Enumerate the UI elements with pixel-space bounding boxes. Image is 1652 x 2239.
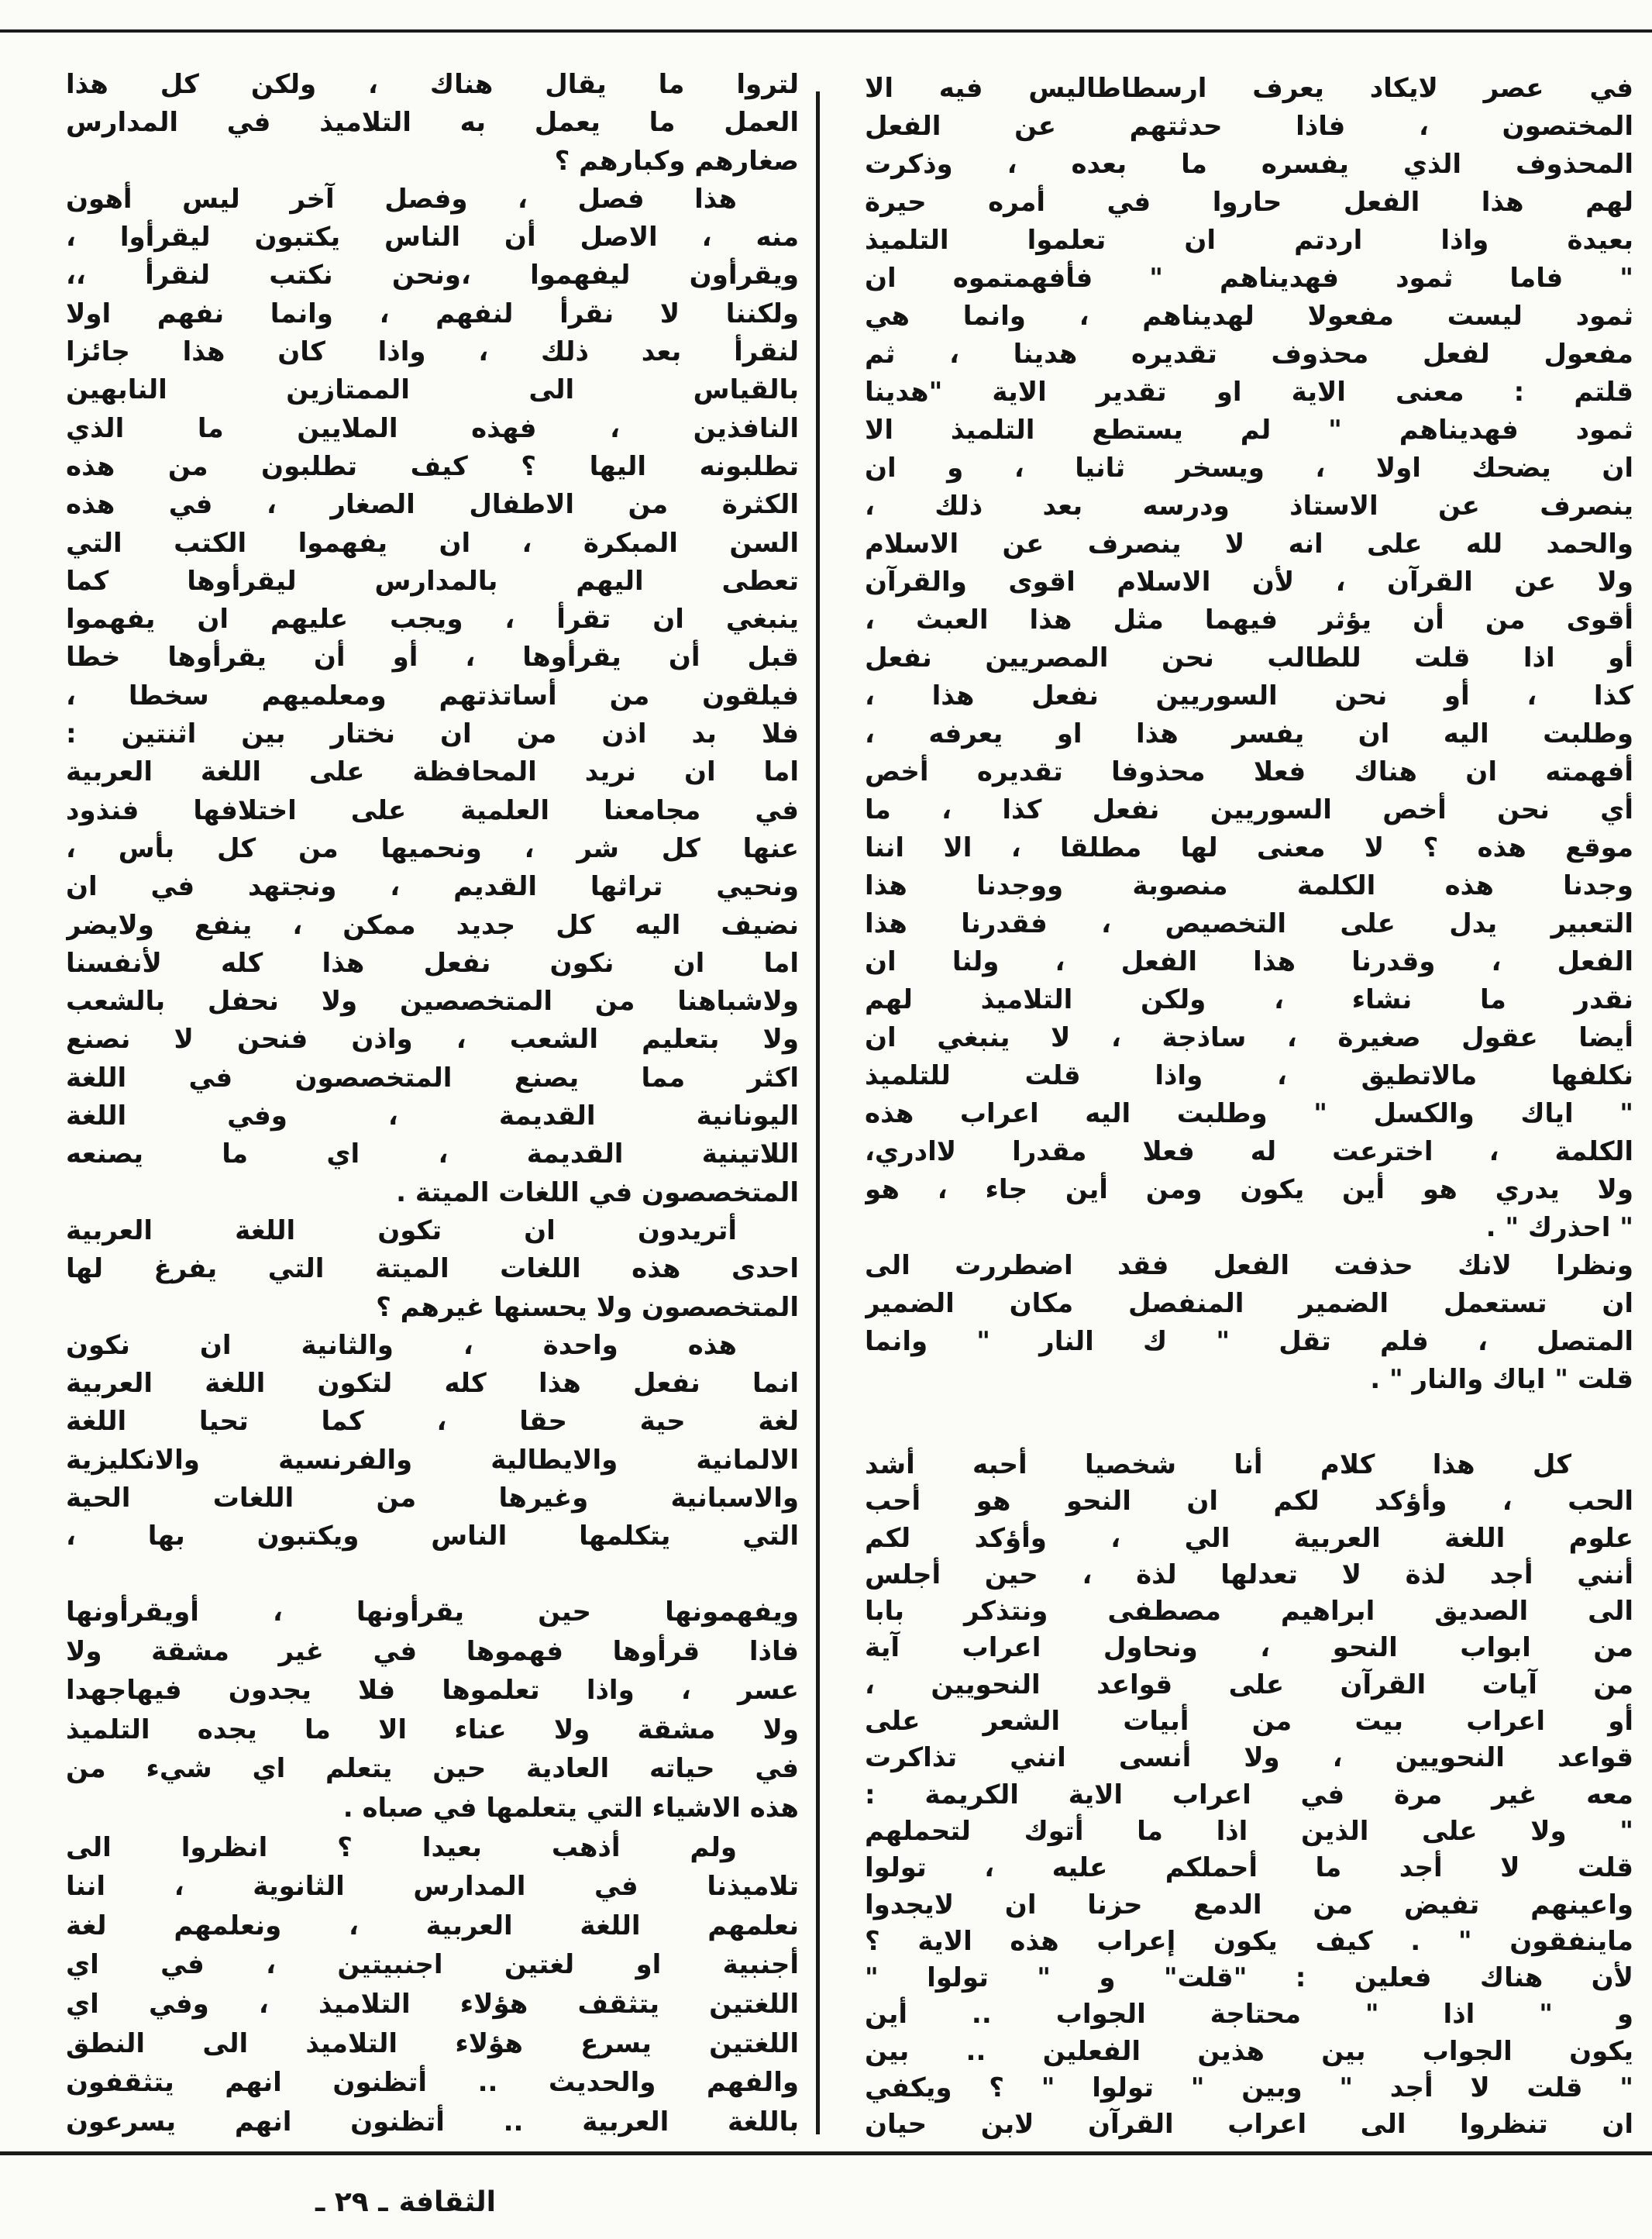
text-line: ماينفقون " . كيف يكون إعراب هذه الاية ؟	[865, 1925, 1633, 1957]
text-line: الحب ، وأؤكد لكم ان النحو هو أحب	[865, 1486, 1633, 1517]
text-line: الى الصديق ابراهيم مصطفى ونتذكر بابا	[865, 1596, 1633, 1628]
text-line: احدى هذه اللغات الميتة التي يفرغ لها	[66, 1253, 799, 1285]
text-line: ثمود فهديناهم " لم يستطع التلميذ الا	[865, 415, 1633, 446]
text-line: المتخصصون في اللغات الميتة .	[396, 1176, 799, 1208]
bottom-rule	[0, 2151, 1652, 2155]
text-line: نعلمهم اللغة العربية ، ونعلمهم لغة	[66, 1910, 799, 1941]
text-line: الفعل ، وقدرنا هذا الفعل ، ولنا ان	[865, 946, 1633, 977]
text-line: أجنبية او لغتين اجنبيتين ، في اي	[66, 1949, 799, 1981]
text-line: ولا مشقة ولا عناء الا ما يجده التلميذ	[66, 1714, 799, 1745]
text-line: صغارهم وكبارهم ؟	[554, 145, 799, 177]
text-line: والحمد لله على انه لا ينصرف عن الاسلام	[865, 529, 1633, 560]
text-line: قلت لا أجد ما أحملكم عليه ، تولوا	[865, 1852, 1633, 1884]
text-line: ولا عن القرآن ، لأن الاسلام اقوى والقرآن	[865, 567, 1633, 598]
text-line: أو اذا قلت للطالب نحن المصريين نفعل	[865, 642, 1633, 673]
text-line: ان تستعمل الضمير المنفصل مكان الضمير	[865, 1288, 1633, 1319]
text-line: اما ان نكون نفعل هذا كله لأنفسنا	[66, 947, 799, 979]
text-line: وجدنا هذه الكلمة منصوبة ووجدنا هذا	[865, 870, 1633, 901]
right-column-lower	[865, 1447, 1633, 2144]
text-line: النافذين ، فهذه الملايين ما الذي	[66, 412, 799, 444]
text-line: في عصر لايكاد يعرف ارسطاطاليس فيه الا	[865, 73, 1633, 104]
text-line: اكثر مما يصنع المتخصصون في اللغة	[66, 1062, 799, 1094]
text-line: كل هذا كلام أنا شخصيا أحبه أشد	[865, 1449, 1571, 1480]
text-line: المحذوف الذي يفسره ما بعده ، وذكرت	[865, 149, 1633, 180]
text-line: هذه واحدة ، والثانية ان نكون	[66, 1329, 737, 1361]
text-line: ولا يدري هو أين يكون ومن أين جاء ، هو	[865, 1174, 1633, 1205]
text-line: العمل ما يعمل به التلاميذ في المدارس	[66, 107, 799, 139]
text-line: من آيات القرآن على قواعد النحويين ،	[865, 1669, 1633, 1700]
left-column-upper	[66, 66, 799, 1556]
right-column-upper	[865, 70, 1633, 1399]
text-line: أقوى من أن يؤثر فيهما مثل هذا العبث ،	[865, 605, 1633, 636]
text-line: لهم هذا الفعل حاروا في أمره حيرة	[865, 187, 1633, 218]
text-line: ونحيي تراثها القديم ، ونجتهد في ان	[66, 871, 799, 903]
text-line: والفهم والحديث .. أتظنون انهم يتثقفون	[66, 2067, 799, 2099]
page-footer	[305, 2186, 496, 2220]
text-line: " قلت لا أجد " وبين " تولوا " ؟ ويكفي	[865, 2072, 1633, 2104]
text-line: " فاما ثمود فهديناهم " فأفهمتموه ان	[865, 263, 1633, 294]
text-line: قواعد النحويين ، ولا أنسى انني تذاكرت	[865, 1742, 1633, 1774]
text-line: أيضا عقول صغيرة ، ساذجة ، لا ينبغي ان	[865, 1022, 1633, 1053]
text-line: مفعول لفعل محذوف تقديره هدينا ، ثم	[865, 339, 1633, 370]
text-line: الالمانية والايطالية والفرنسية والانكليزية	[66, 1444, 799, 1476]
text-line: ينصرف عن الاستاذ ودرسه بعد ذلك ،	[865, 491, 1633, 522]
text-line: ينبغي ان تقرأ ، ويجب عليهم ان يفهموا	[66, 604, 799, 636]
text-line: المتخصصون ولا يحسنها غيرهم ؟	[376, 1291, 799, 1323]
text-line: لتروا ما يقال هناك ، ولكن كل هذا	[66, 69, 799, 100]
text-line: عنها كل شر ، ونحميها من كل بأس ،	[66, 832, 799, 864]
text-line: قلتم : معنى الاية او تقدير الاية "هدينا	[865, 377, 1633, 408]
text-line: منه ، الاصل أن الناس يكتبون ليقرأوا ،	[66, 222, 799, 253]
text-line: أو اعراب بيت من أبيات الشعر على	[865, 1706, 1633, 1738]
text-line: وطلبت اليه ان يفسر هذا او يعرفه ،	[865, 718, 1633, 749]
text-line: عسر ، واذا تعلموها فلا يجدون فيهاجهدا	[66, 1675, 799, 1707]
text-line: لغة حية حقا ، كما تحيا اللغة	[66, 1406, 799, 1438]
text-line: ان يضحك اولا ، ويسخر ثانيا ، و ان	[865, 453, 1633, 484]
text-line: " احذرك " .	[1485, 1212, 1633, 1243]
text-line: أي نحن أخص السوريين نفعل كذا ، ما	[865, 794, 1633, 825]
text-line: في مجامعنا العلمية على اختلافها فنذود	[66, 794, 799, 826]
text-line: موقع هذه ؟ لا معنى لها مطلقا ، الا اننا	[865, 832, 1633, 863]
text-line: اللغتين يسرع هؤلاء التلاميذ الى النطق	[66, 2027, 799, 2059]
text-line: " اياك والكسل " وطلبت اليه اعراب هذه	[865, 1098, 1633, 1129]
top-rule	[0, 29, 1652, 33]
text-line: التعبير يدل على التخصيص ، فقدرنا هذا	[865, 908, 1633, 939]
text-line: هذا فصل ، وفصل آخر ليس أهون	[66, 183, 737, 215]
text-line: نقدر ما نشاء ، ولكن التلاميذ لهم	[865, 984, 1633, 1015]
text-line: المتصل ، فلم تقل " ك النار " وانما	[865, 1326, 1633, 1357]
text-line: اللاتينية القديمة ، اي ما يصنعه	[66, 1138, 799, 1170]
left-column-lower	[66, 1593, 799, 2141]
text-line: اللغتين يتثقف هؤلاء التلاميذ ، وفي اي	[66, 1988, 799, 2020]
text-line: نكلفها مالاتطيق ، واذا قلت للتلميذ	[865, 1060, 1633, 1091]
text-line: علوم اللغة العربية الي ، وأؤكد لكم	[865, 1522, 1633, 1554]
text-line: واعينهم تفيض من الدمع حزنا ان لايجدوا	[865, 1889, 1633, 1920]
text-line: ويقرأون ليفهموا ،ونحن نكتب لنقرأ ،،	[66, 260, 799, 291]
text-line: فلا بد اذن من ان نختار بين اثنتين :	[66, 718, 799, 750]
text-line: ولا بتعليم الشعب ، واذن فنحن لا نصنع	[66, 1024, 799, 1056]
text-line: تلاميذنا في المدارس الثانوية ، اننا	[66, 1871, 799, 1903]
text-line: ثمود ليست مفعولا لهديناهم ، وانما هي	[865, 301, 1633, 332]
text-line: و " اذا " محتاجة الجواب .. أين	[865, 1999, 1633, 2031]
text-line: أنني أجد لذة لا تعدلها لذة ، حين أجلس	[865, 1559, 1633, 1590]
column-divider	[816, 91, 820, 2134]
text-line: هذه الاشياء التي يتعلمها في صباه .	[342, 1792, 799, 1824]
text-line: اليونانية القديمة ، وفي اللغة	[66, 1101, 799, 1132]
text-line: تعطى اليهم بالمدارس ليقرأوها كما	[66, 565, 799, 597]
text-line: ولكننا لا نقرأ لنفهم ، وانما نفهم اولا	[66, 298, 799, 329]
text-line: فيلقون من أساتذتهم ومعلميهم سخطا ،	[66, 680, 799, 711]
text-line: تطلبونه اليها ؟ كيف تطلبون من هذه	[66, 450, 799, 482]
text-line: السن المبكرة ، ان يفهموا الكتب التي	[66, 527, 799, 559]
text-line: لأن هناك فعلين : "قلت" و " تولوا "	[865, 1962, 1633, 1994]
text-line: ونظرا لانك حذفت الفعل فقد اضطررت الى	[865, 1250, 1633, 1281]
text-line: التي يتكلمها الناس ويكتبون بها ،	[66, 1521, 799, 1552]
text-line: انما نفعل هذا كله لتكون اللغة العربية	[66, 1368, 799, 1400]
text-line: باللغة العربية .. أتظنون انهم يسرعون	[66, 2106, 799, 2137]
text-line: ان تنظروا الى اعراب القرآن لابن حيان	[865, 2109, 1633, 2141]
text-line: من ابواب النحو ، ونحاول اعراب آية	[865, 1632, 1633, 1664]
text-line: الكثرة من الاطفال الصغار ، في هذه	[66, 489, 799, 521]
text-line: والاسبانية وغيرها من اللغات الحية	[66, 1482, 799, 1514]
text-line: ولم أذهب بعيدا ؟ انظروا الى	[66, 1831, 737, 1863]
text-line: يكون الجواب بين هذين الفعلين .. بين	[865, 2035, 1633, 2067]
text-line: بعيدة واذا اردتم ان تعلموا التلميذ	[865, 225, 1633, 256]
magazine-name: الثقافة	[398, 2186, 496, 2218]
text-line: في حياته العادية حين يتعلم اي شيء من	[66, 1753, 799, 1785]
text-line: " ولا على الذين اذا ما أتوك لتحملهم	[865, 1815, 1633, 1847]
text-line: معه غير مرة في اعراب الاية الكريمة :	[865, 1779, 1633, 1810]
text-line: المختصون ، فاذا حدثتهم عن الفعل	[865, 111, 1633, 142]
text-line: كذا ، أو نحن السوريين نفعل هذا ،	[865, 680, 1633, 711]
text-line: فاذا قرأوها فهموها في غير مشقة ولا	[66, 1635, 799, 1667]
page-number: ـ ٢٩ ـ	[315, 2186, 388, 2218]
text-line: أتريدون ان تكون اللغة العربية	[66, 1214, 737, 1246]
text-line: ولاشباهنا من المتخصصين ولا نحفل بالشعب	[66, 986, 799, 1018]
text-line: قلت " اياك والنار " .	[1370, 1364, 1633, 1395]
text-line: نضيف اليه كل جديد ممكن ، ينفع ولايضر	[66, 909, 799, 941]
text-line: قبل أن يقرأوها ، أو أن يقرأوها خطا	[66, 642, 799, 673]
text-line: بالقياس الى الممتازين النابهين	[66, 374, 799, 406]
text-line: أفهمته ان هناك فعلا محذوفا تقديره أخص	[865, 756, 1633, 787]
text-line: اما ان نريد المحافظة على اللغة العربية	[66, 756, 799, 788]
text-line: لنقرأ بعد ذلك ، واذا كان هذا جائزا	[66, 336, 799, 368]
text-line: ويفهمونها حين يقرأونها ، أويقرأونها	[66, 1597, 799, 1628]
text-line: الكلمة ، اخترعت له فعلا مقدرا لاادري،	[865, 1136, 1633, 1167]
